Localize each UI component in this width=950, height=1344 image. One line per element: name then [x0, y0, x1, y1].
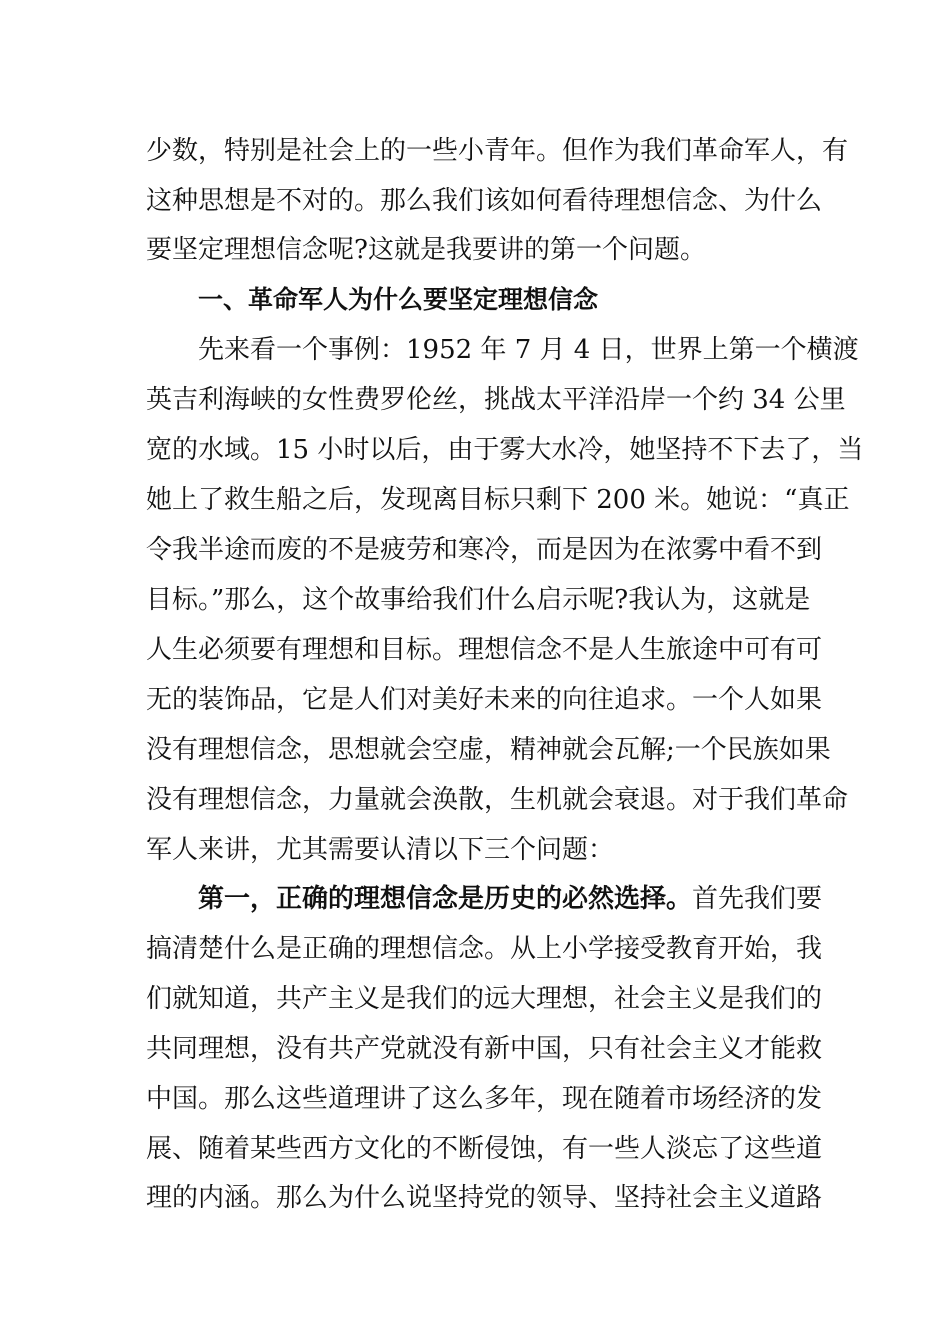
body-text-line: 们就知道，共产主义是我们的远大理想，社会主义是我们的: [146, 984, 823, 1014]
body-text-line: 理的内涵。那么为什么说坚持党的领导、坚持社会主义道路: [146, 1183, 823, 1213]
section-heading: 一、革命军人为什么要坚定理想信念: [198, 285, 599, 314]
body-text-line: 目标。”那么，这个故事给我们什么启示呢?我认为，这就是: [146, 585, 811, 615]
body-text-line: 中国。那么这些道理讲了这么多年，现在随着市场经济的发: [146, 1084, 823, 1114]
body-text-line: 没有理想信念，思想就会空虚，精神就会瓦解;一个民族如果: [146, 735, 831, 765]
body-text-line: 英吉利海峡的女性费罗伦丝，挑战太平洋沿岸一个约 34 公里: [146, 385, 846, 415]
body-text-line: 展、随着某些西方文化的不断侵蚀，有一些人淡忘了这些道: [146, 1134, 823, 1164]
body-text-line: 这种思想是不对的。那么我们该如何看待理想信念、为什么: [146, 186, 823, 216]
body-text-line: 没有理想信念，力量就会涣散，生机就会衰退。对于我们革命: [146, 785, 849, 815]
bold-lead-text: 第一，正确的理想信念是历史的必然选择。: [198, 884, 693, 914]
body-text-run: 首先我们要: [692, 884, 823, 914]
body-text-line: 共同理想，没有共产党就没有新中国，只有社会主义才能救: [146, 1034, 823, 1064]
body-text-line: 搞清楚什么是正确的理想信念。从上小学接受教育开始，我: [146, 934, 823, 964]
body-text-line: 军人来讲，尤其需要认清以下三个问题：: [146, 835, 615, 865]
body-text-line: 她上了救生船之后，发现离目标只剩下 200 米。她说：“真正: [146, 485, 850, 515]
body-text-line: [198, 879, 823, 919]
body-text-line: 人生必须要有理想和目标。理想信念不是人生旅途中可有可: [146, 635, 823, 665]
body-text-line: 少数，特别是社会上的一些小青年。但作为我们革命军人，有: [146, 136, 849, 166]
body-text-line: 无的装饰品，它是人们对美好未来的向往追求。一个人如果: [146, 685, 823, 715]
body-text-line: 要坚定理想信念呢?这就是我要讲的第一个问题。: [146, 235, 706, 265]
body-text-line: 先来看一个事例：1952 年 7 月 4 日，世界上第一个横渡: [198, 335, 859, 365]
body-text-line: 宽的水域。15 小时以后，由于雾大水冷，她坚持不下去了，当: [146, 435, 864, 465]
body-text-line: 令我半途而废的不是疲劳和寒冷，而是因为在浓雾中看不到: [146, 535, 823, 565]
